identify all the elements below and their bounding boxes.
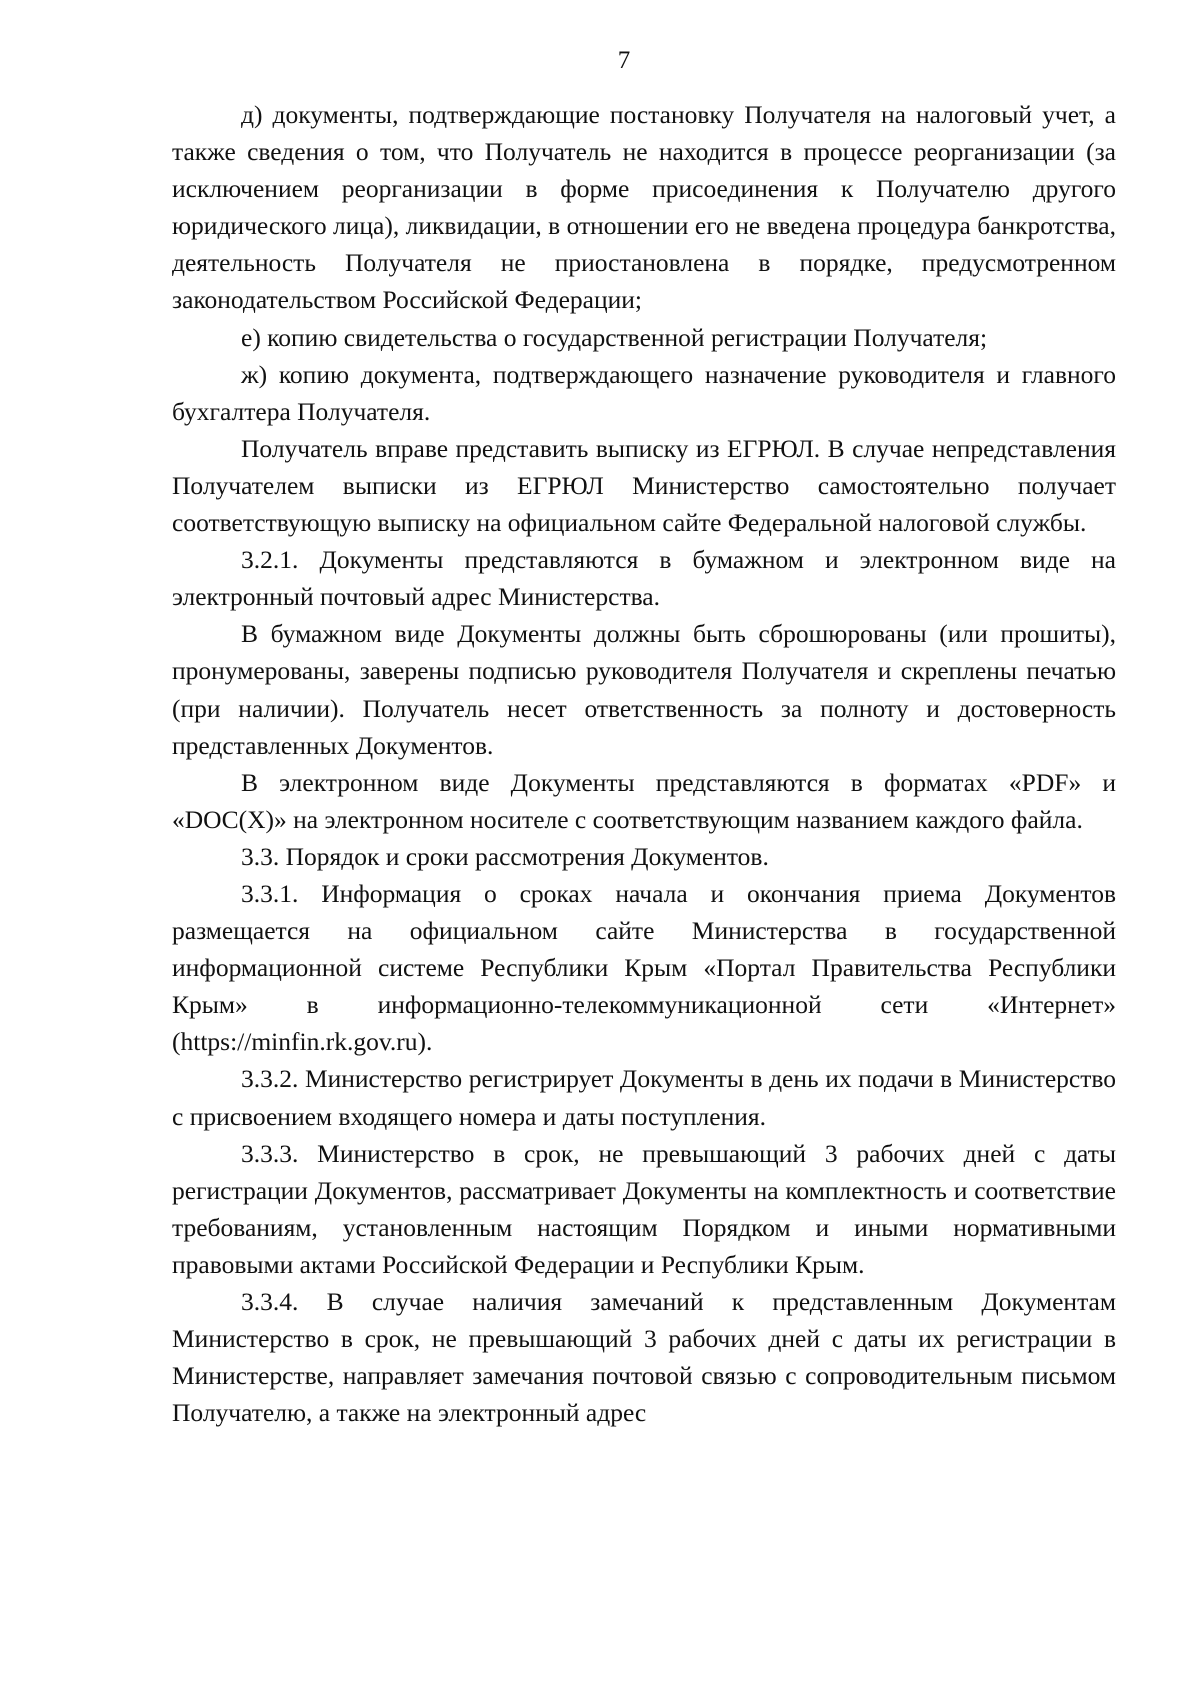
paragraph-item-d: д) документы, подтверждающие постановку Получателя на налоговый учет, а также сведения о том, что Получатель не находится в процессе реорганизации (за исключением реорганизации в форме присоединения к Получателю другого юридического лица), ликвидации, в отношении его не введена процедура банкротства, деятельность Получателя не приостановлена в порядке, предусмотренном законодательством Российской Федерации; [172,100,1116,315]
page-number: 7 [617,47,631,74]
paragraph-paper-form: В бумажном виде Документы должны быть сброшюрованы (или прошиты), пронумерованы, заверены подписью руководителя Получателя и скреплены печатью (при наличии). Получатель несет ответственность за полноту и достоверность представленных Документов. [172,619,1116,760]
paragraph-3-2-1: 3.2.1. Документы представляются в бумажном и электронном виде на электронный почтовый адрес Министерства. [172,545,1116,612]
paragraph-item-zh: ж) копию документа, подтверждающего назначение руководителя и главного бухгалтера Получателя. [172,359,1116,426]
paragraph-3-3-1: 3.3.1. Информация о сроках начала и окончания приема Документов размещается на официальном сайте Министерства в государственной информационной системе Республики Крым «Портал Правительства Республики Крым» в информационно-телекоммуникационной сети «Интернет» (https://minfin.rk.gov.ru). [172,878,1116,1057]
paragraph-3-3-4: 3.3.4. В случае наличия замечаний к представленным Документам Министерство в срок, не превышающий 3 рабочих дней с даты их регистрации в Министерстве, направляет замечания почтовой связью с сопроводительным письмом Получателю, а также на электронный адрес [172,1287,1116,1428]
paragraph-electronic-form: В электронном виде Документы представляются в форматах «PDF» и «DOC(X)» на электронном носителе с соответствующим названием каждого файла. [172,767,1116,834]
paragraph-3-3-3: 3.3.3. Министерство в срок, не превышающий 3 рабочих дней с даты регистрации Документов, рассматривает Документы на комплектность и соответствие требованиям, установленным настоящим Порядком и иными нормативными правовыми актами Российской Федерации и Республики Крым. [172,1138,1116,1279]
document-body [172,96,1116,1431]
paragraph-3-3: 3.3. Порядок и сроки рассмотрения Документов. [241,841,769,871]
paragraph-item-e: е) копию свидетельства о государственной регистрации Получателя; [241,322,988,352]
paragraph-egrul: Получатель вправе представить выписку из ЕГРЮЛ. В случае непредставления Получателем выписки из ЕГРЮЛ Министерство самостоятельно получает соответствующую выписку на официальном сайте Федеральной налоговой службы. [172,433,1116,538]
paragraph-3-3-2: 3.3.2. Министерство регистрирует Документы в день их подачи в Министерство с присвоением входящего номера и даты поступления. [172,1064,1116,1131]
